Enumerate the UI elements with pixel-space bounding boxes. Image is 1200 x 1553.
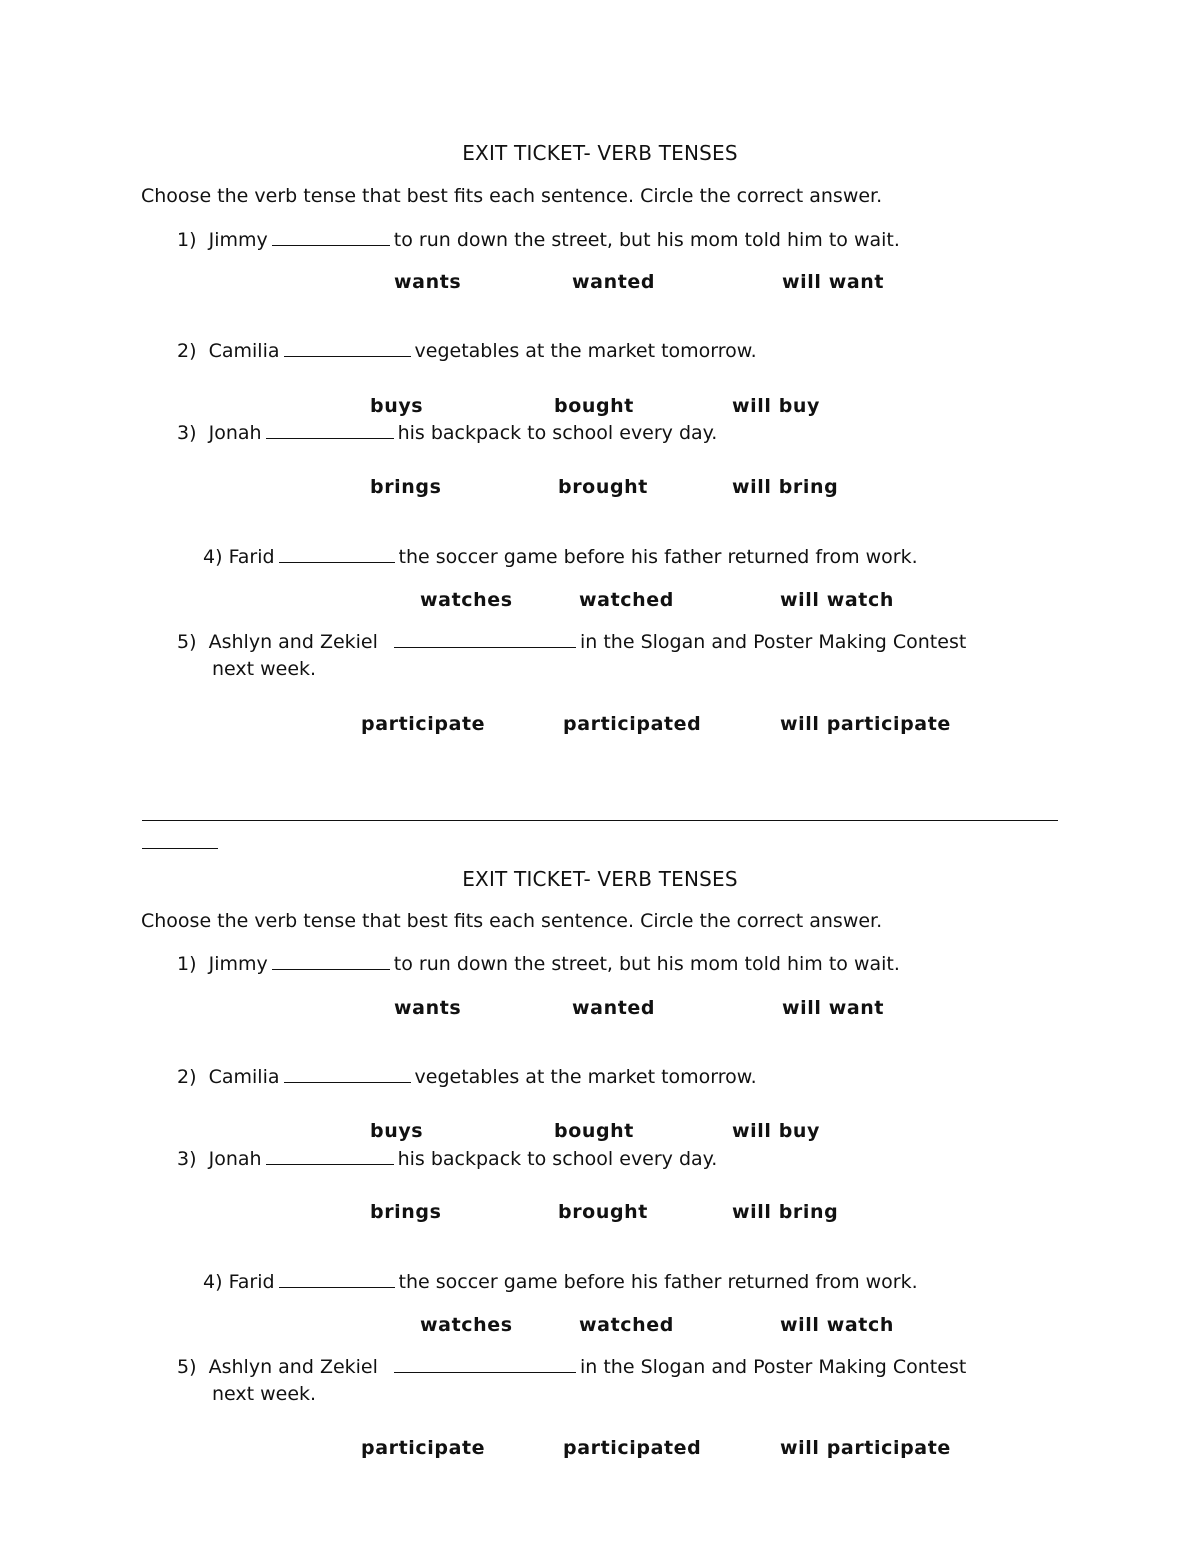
cut-line-short (142, 848, 218, 849)
question-5 (177, 1356, 966, 1378)
question-text: the soccer game before his father returned from work. (398, 546, 918, 568)
question-number: 3) (177, 422, 197, 444)
question-text: his backpack to school every day. (397, 422, 718, 444)
cut-line (142, 820, 1058, 821)
question-number: 4) (203, 1271, 223, 1293)
option[interactable]: brings (370, 1201, 442, 1223)
option[interactable]: watches (420, 1314, 513, 1336)
question-1 (177, 229, 900, 251)
option[interactable]: participated (563, 713, 702, 735)
answer-blank (394, 1356, 576, 1373)
question-3 (177, 422, 717, 444)
question-text: to run down the street, but his mom told him to wait. (393, 953, 900, 975)
question-text: vegetables at the market tomorrow. (414, 1066, 757, 1088)
option[interactable]: participated (563, 1437, 702, 1459)
question-number: 1) (177, 229, 197, 251)
option[interactable]: participate (361, 713, 486, 735)
option[interactable]: brought (558, 476, 648, 498)
option[interactable]: participate (361, 1437, 486, 1459)
question-text: the soccer game before his father returned from work. (398, 1271, 918, 1293)
question-number: 5) (177, 1356, 197, 1378)
question-5 (177, 631, 966, 653)
question-number: 1) (177, 953, 197, 975)
option[interactable]: will participate (780, 713, 951, 735)
answer-blank (279, 546, 395, 563)
option[interactable]: buys (370, 1120, 424, 1142)
answer-blank (284, 340, 411, 357)
answer-blank (266, 1148, 394, 1165)
option[interactable]: wants (394, 271, 462, 293)
question-4 (203, 1271, 918, 1293)
question-text: his backpack to school every day. (397, 1148, 718, 1170)
question-number: 5) (177, 631, 197, 653)
option[interactable]: watched (579, 1314, 674, 1336)
question-text-cont: next week. (212, 658, 317, 680)
option[interactable]: brought (558, 1201, 648, 1223)
option[interactable]: will bring (732, 1201, 839, 1223)
question-number: 2) (177, 1066, 197, 1088)
option[interactable]: will want (782, 997, 885, 1019)
question-2 (177, 1066, 757, 1088)
question-2 (177, 340, 757, 362)
question-text: in the Slogan and Poster Making Contest (580, 1356, 967, 1378)
question-text-cont: next week. (212, 1383, 317, 1405)
option[interactable]: will buy (732, 395, 821, 417)
question-3 (177, 1148, 717, 1170)
question-text: vegetables at the market tomorrow. (414, 340, 757, 362)
question-subject: Farid (228, 1271, 275, 1293)
option[interactable]: bought (554, 395, 634, 417)
question-subject: Ashlyn and Zekiel (208, 1356, 378, 1378)
question-4 (203, 546, 918, 568)
option[interactable]: will watch (780, 1314, 894, 1336)
question-subject: Jimmy (208, 229, 268, 251)
question-number: 3) (177, 1148, 197, 1170)
question-1 (177, 953, 900, 975)
option[interactable]: bought (554, 1120, 634, 1142)
option[interactable]: will participate (780, 1437, 951, 1459)
answer-blank (272, 229, 390, 246)
question-subject: Ashlyn and Zekiel (208, 631, 378, 653)
question-text: to run down the street, but his mom told him to wait. (393, 229, 900, 251)
question-number: 2) (177, 340, 197, 362)
instructions: Choose the verb tense that best fits each sentence. Circle the correct answer. (141, 185, 883, 207)
question-subject: Farid (228, 546, 275, 568)
question-subject: Camilia (208, 1066, 280, 1088)
question-subject: Jonah (208, 1148, 262, 1170)
option[interactable]: will want (782, 271, 885, 293)
instructions: Choose the verb tense that best fits each sentence. Circle the correct answer. (141, 910, 883, 932)
question-subject: Jonah (208, 422, 262, 444)
ticket-title: EXIT TICKET- VERB TENSES (462, 867, 738, 891)
option[interactable]: wanted (572, 997, 656, 1019)
option[interactable]: watches (420, 589, 513, 611)
option[interactable]: will buy (732, 1120, 821, 1142)
option[interactable]: wanted (572, 271, 656, 293)
answer-blank (266, 422, 394, 439)
answer-blank (272, 953, 390, 970)
option[interactable]: buys (370, 395, 424, 417)
answer-blank (284, 1066, 411, 1083)
question-subject: Jimmy (208, 953, 268, 975)
option[interactable]: will bring (732, 476, 839, 498)
question-number: 4) (203, 546, 223, 568)
question-subject: Camilia (208, 340, 280, 362)
option[interactable]: wants (394, 997, 462, 1019)
ticket-title: EXIT TICKET- VERB TENSES (462, 141, 738, 165)
answer-blank (279, 1271, 395, 1288)
option[interactable]: brings (370, 476, 442, 498)
question-text: in the Slogan and Poster Making Contest (580, 631, 967, 653)
answer-blank (394, 631, 576, 648)
option[interactable]: will watch (780, 589, 894, 611)
option[interactable]: watched (579, 589, 674, 611)
